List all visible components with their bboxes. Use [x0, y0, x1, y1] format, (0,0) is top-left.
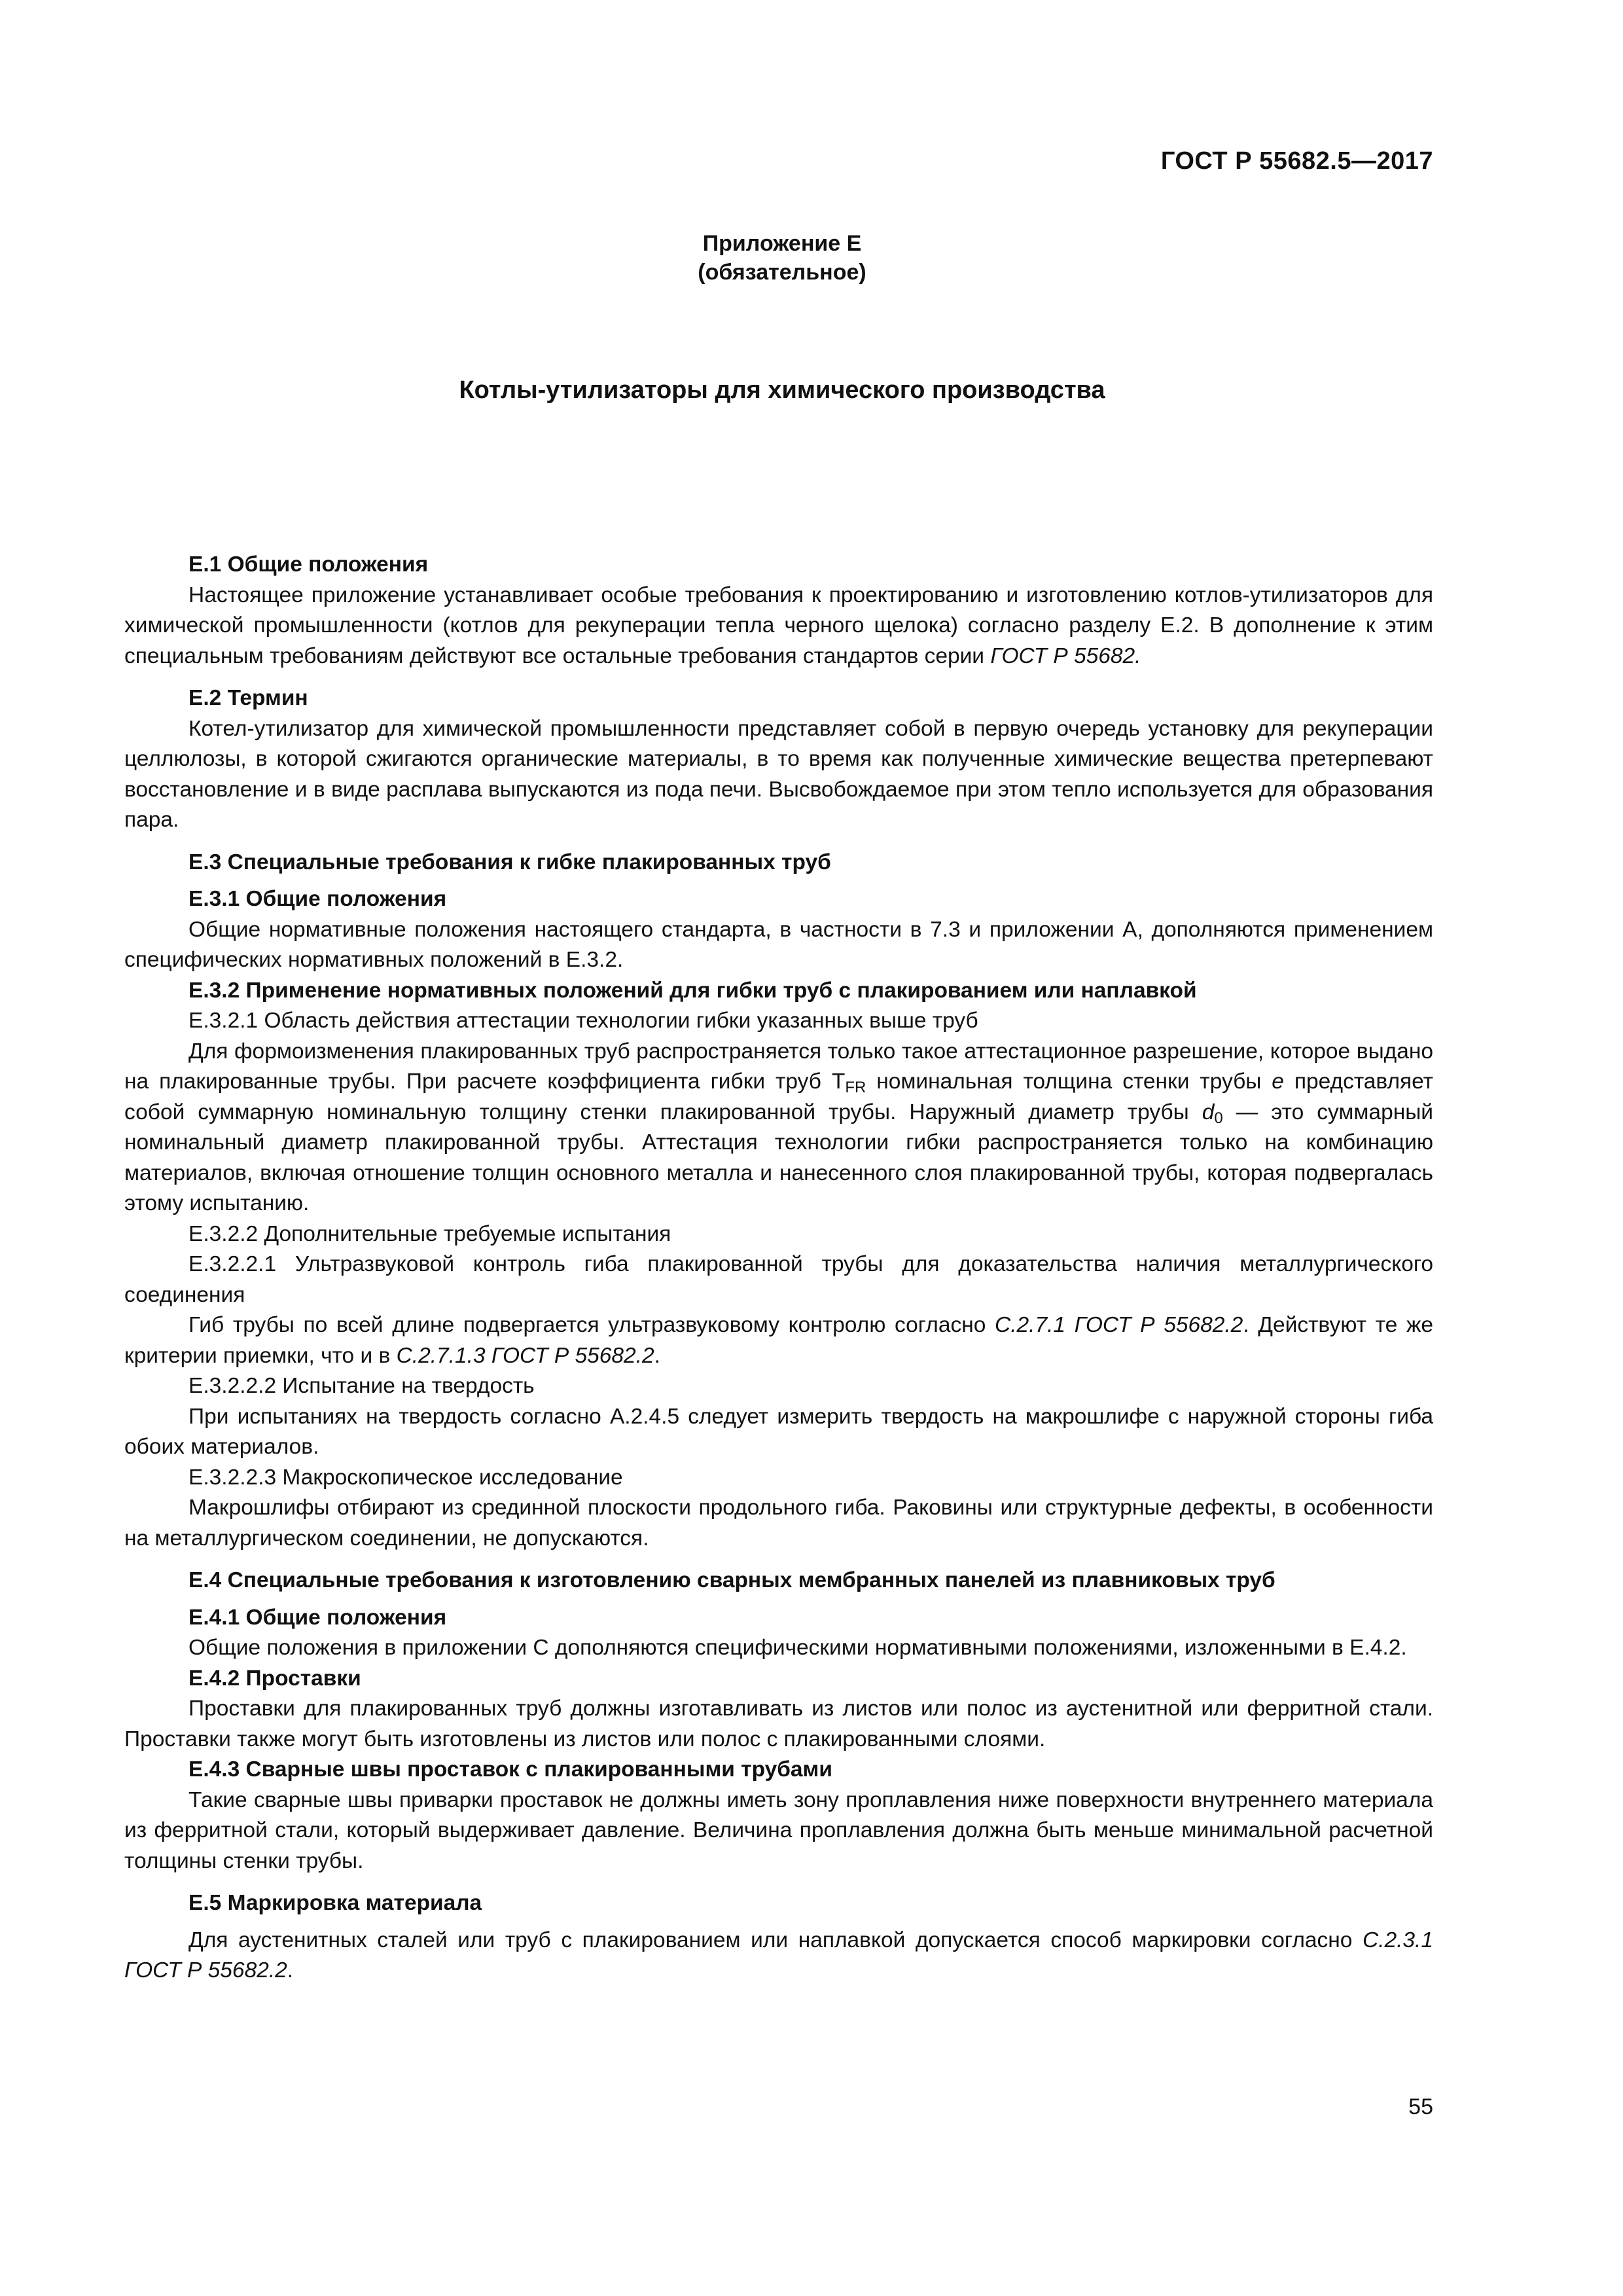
- paragraph-e5-end: .: [287, 1958, 294, 1982]
- subsection-title-e3-2-2-1: Е.3.2.2.1 Ультразвуковой контроль гиба плакированной трубы для доказательства наличия металлургического соединения: [124, 1252, 1433, 1307]
- paragraph-e3-2-1: [124, 1037, 1433, 1219]
- section-heading-e4-2: Е.4.2 Проставки: [188, 1666, 361, 1691]
- document-body: [124, 550, 1433, 1986]
- reference-c-2-3-1: С.2.3.1 ГОСТ Р 55682.2: [124, 1928, 1433, 1982]
- subsection-title-e3-2-2-3: Е.3.2.2.3 Макроскопическое исследование: [188, 1465, 623, 1490]
- paragraph-e3-2-2-1-part2: . Действуют те же критерии приемки, что и в: [124, 1313, 1433, 1368]
- paragraph-e3-2-2-3: Макрошлифы отбирают из срединной плоскости продольного гиба. Раковины или структурные дефекты, в особенности на металлургическом соединении, не допускаются.: [124, 1496, 1433, 1551]
- section-heading-e5: Е.5 Маркировка материала: [188, 1891, 482, 1915]
- variable-e: e: [1272, 1069, 1284, 1094]
- paragraph-e5-text: Для аустенитных сталей или труб с плакированием или наплавкой допускается способ маркировки согласно: [188, 1928, 1363, 1952]
- paragraph-e4-2: Проставки для плакированных труб должны изготавливать из листов или полос из аустенитной или ферритной стали. Проставки также могут быть изготовлены из листов или полос с плакированными слоями.: [124, 1696, 1433, 1751]
- annex-status: (обязательное): [698, 260, 866, 285]
- subsection-title-e3-2-2: Е.3.2.2 Дополнительные требуемые испытания: [188, 1221, 671, 1246]
- subsection-title-e3-2-1: Е.3.2.1 Область действия аттестации технологии гибки указанных выше труб: [188, 1009, 978, 1033]
- paragraph-e4-1: Общие положения в приложении С дополняются специфическими нормативными положениями, изложенными в Е.4.2.: [188, 1636, 1407, 1660]
- paragraph-e3-2-2-2: При испытаниях на твердость согласно А.2.4.5 следует измерить твердость на макрошлифе с наружной стороны гиба обоих материалов.: [124, 1404, 1433, 1459]
- paragraph-e1: [124, 581, 1433, 672]
- paragraph-e1-text: Настоящее приложение устанавливает особые требования к проектированию и изготовлению котлов-утилизаторов для химической промышленности (котлов для рекуперации тепла черного щелока) согласно разделу Е.2. В дополнение к этим специальным требованиям действуют все остальные требования стандартов серии: [124, 583, 1433, 668]
- paragraph-e3-1: Общие нормативные положения настоящего стандарта, в частности в 7.3 и приложении А, дополняются применением специфических нормативных положений в Е.3.2.: [124, 917, 1433, 972]
- paragraph-e3-2-2-1-part1: Гиб трубы по всей длине подвергается ультразвуковому контролю согласно: [188, 1313, 995, 1337]
- section-heading-e3-1: Е.3.1 Общие положения: [188, 887, 447, 911]
- page-number: 55: [1408, 2094, 1433, 2119]
- variable-d: d: [1202, 1100, 1215, 1124]
- section-heading-e2: Е.2 Термин: [188, 686, 308, 710]
- annex-heading: [0, 229, 1564, 287]
- paragraph-e3-2-1-part3: представляет собой суммарную номинальную толщину стенки плакированной трубы. Наружный диаметр трубы: [124, 1069, 1433, 1124]
- subscript-fr: FR: [845, 1079, 866, 1096]
- reference-gost-55682: ГОСТ Р 55682.: [990, 643, 1141, 668]
- section-heading-e4-1: Е.4.1 Общие положения: [188, 1605, 447, 1630]
- paragraph-e3-2-1-part2: номинальная толщина стенки трубы: [866, 1069, 1272, 1094]
- paragraph-e3-2-1-part4: — это суммарный номинальный диаметр плакированной трубы. Аттестация технологии гибки распространяется только на комбинацию материалов, включая отношение толщин основного металла и нанесенного слоя плакированной трубы, которая подвергалась этому испытанию.: [124, 1100, 1433, 1215]
- section-heading-e3: Е.3 Специальные требования к гибке плакированных труб: [188, 850, 831, 874]
- reference-c-2-7-1: С.2.7.1 ГОСТ Р 55682.2: [995, 1313, 1243, 1337]
- reference-c-2-7-1-3: С.2.7.1.3 ГОСТ Р 55682.2: [396, 1343, 654, 1368]
- section-heading-e4: Е.4 Специальные требования к изготовлению сварных мембранных панелей из плавниковых труб: [188, 1568, 1275, 1592]
- annex-title: Котлы-утилизаторы для химического производства: [459, 376, 1105, 404]
- paragraph-e4-3: Такие сварные швы приварки проставок не должны иметь зону проплавления ниже поверхности внутреннего материала из ферритной стали, который выдерживает давление. Величина проплавления должна быть меньше минимальной расчетной толщины стенки трубы.: [124, 1787, 1433, 1873]
- paragraph-e3-2-2-1-part3: .: [654, 1343, 660, 1368]
- paragraph-e3-2-1-part1: Для формоизменения плакированных труб распространяется только такое аттестационное разрешение, которое выдано на плакированные трубы. При расчете коэффициента гибки труб T: [124, 1039, 1433, 1094]
- section-heading-e1: Е.1 Общие положения: [188, 552, 429, 577]
- document-code: ГОСТ Р 55682.5—2017: [1160, 147, 1433, 175]
- annex-label: Приложение Е: [702, 231, 862, 256]
- section-heading-e3-2: Е.3.2 Применение нормативных положений для гибки труб с плакированием или наплавкой: [188, 978, 1197, 1003]
- subsection-title-e3-2-2-2: Е.3.2.2.2 Испытание на твердость: [188, 1374, 535, 1398]
- paragraph-e2: Котел-утилизатор для химической промышленности представляет собой в первую очередь установку для рекуперации целлюлозы, в которой сжигаются органические материалы, в то время как полученные химические вещества претерпевают восстановление и в виде расплава выпускаются из пода печи. Высвобождаемое при этом тепло используется для образования пара.: [124, 716, 1433, 832]
- paragraph-e5: [124, 1926, 1433, 1986]
- section-heading-e4-3: Е.4.3 Сварные швы проставок с плакированными трубами: [188, 1757, 832, 1782]
- subscript-zero: 0: [1214, 1109, 1223, 1127]
- paragraph-e3-2-2-1: [124, 1310, 1433, 1371]
